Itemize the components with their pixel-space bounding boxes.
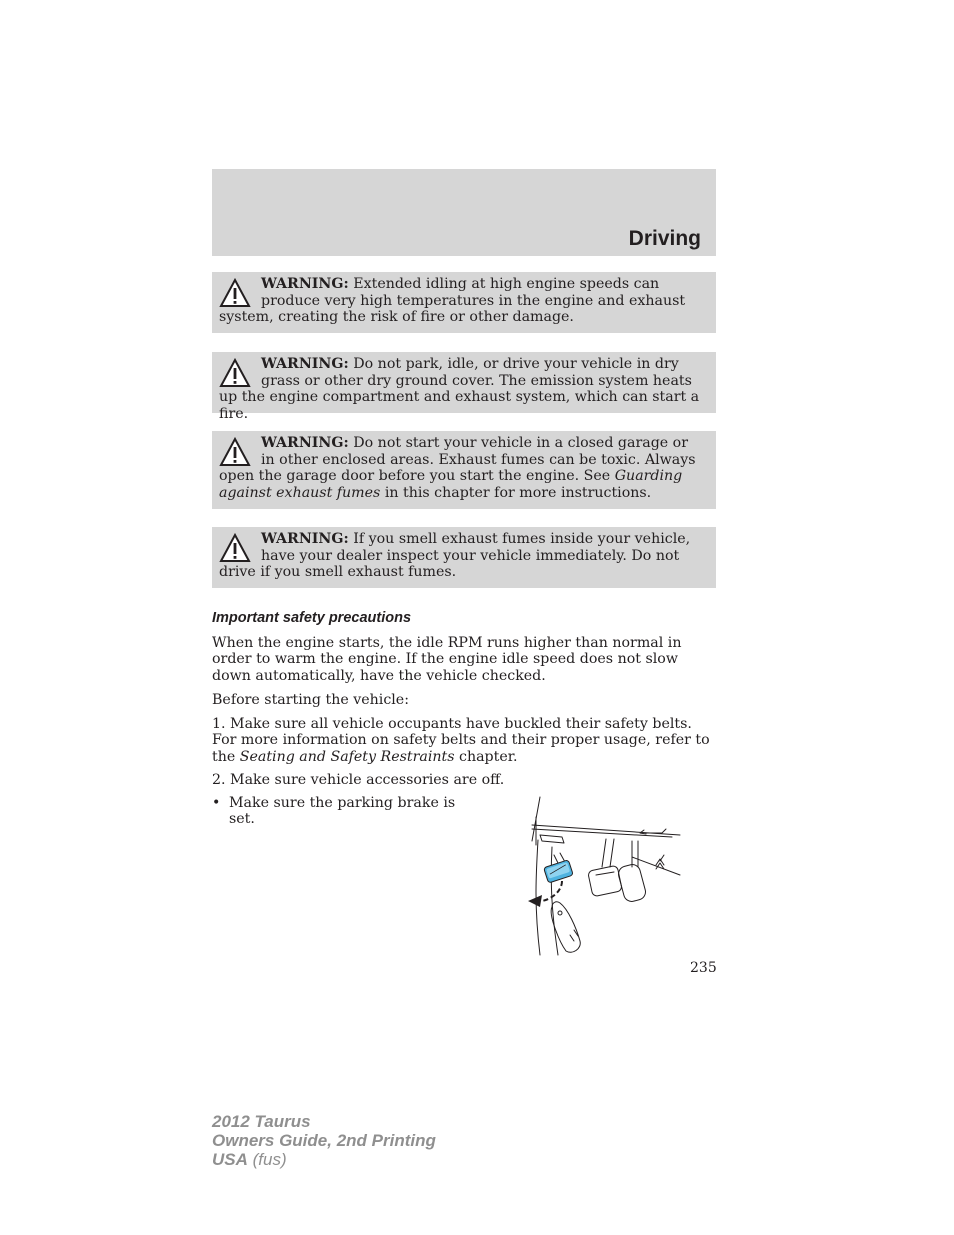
chapter-header-band — [212, 169, 716, 256]
intro-paragraph: When the engine starts, the idle RPM runs higher than normal in order to warm the engine. If the engine idle speed does not slow down automatically, have the vehicle checked. — [212, 635, 682, 684]
warning-text: Extended idling at high engine speeds can produce very high temperatures in the engine and exhaust system, creating the risk of fire or other damage. — [219, 276, 686, 325]
warning-text: Do not start your vehicle in a closed garage or in other enclosed areas. Exhaust fumes can be toxic. Always open the garage door before you start the engine. See — [219, 435, 696, 484]
warning-label: WARNING: — [261, 531, 349, 547]
footer-code: (fus) — [247, 1150, 287, 1169]
warning-box-4 — [212, 527, 716, 588]
warning-box-2 — [212, 352, 716, 422]
warning-text: Do not park, idle, or drive your vehicle in dry grass or other dry ground cover. The emission system heats up the engine compartment and exhaust system, which can start a fire. — [219, 356, 700, 422]
step-2-paragraph: 2. Make sure vehicle accessories are off. — [212, 772, 505, 788]
step-1-text-end: chapter. — [454, 748, 518, 765]
cross-reference: Guarding against exhaust fumes — [219, 468, 683, 501]
step-1-text: 1. Make sure all vehicle occupants have buckled their safety belts. For more information on safety belts and their proper usage, refer to the — [212, 716, 710, 765]
warning-triangle-icon — [219, 358, 251, 388]
footer-line-2: Owners Guide, 2nd Printing — [212, 1131, 436, 1150]
document-footer — [212, 1112, 436, 1169]
parking-brake-illustration — [522, 795, 684, 960]
bullet-symbol: • — [212, 795, 221, 811]
warning-triangle-icon — [219, 437, 251, 467]
bullet-text: Make sure the parking brake is set. — [229, 795, 456, 828]
warning-box-3 — [212, 431, 716, 509]
page-number: 235 — [690, 960, 717, 976]
warning-label: WARNING: — [261, 356, 349, 372]
section-heading: Important safety precautions — [212, 610, 412, 626]
warning-triangle-icon — [219, 533, 251, 563]
warning-triangle-icon — [219, 278, 251, 308]
warning-text: in this chapter for more instructions. — [380, 484, 652, 501]
before-starting-text: Before starting the vehicle: — [212, 692, 409, 708]
warning-label: WARNING: — [261, 276, 349, 292]
warning-box-1 — [212, 272, 716, 333]
warning-text: If you smell exhaust fumes inside your vehicle, have your dealer inspect your vehicle immediately. Do not drive if you smell exhaust fumes. — [219, 531, 691, 580]
chapter-title: Driving — [628, 227, 701, 250]
footer-line-1: 2012 Taurus — [212, 1112, 311, 1131]
cross-reference: Seating and Safety Restraints — [239, 748, 455, 765]
footer-line-3 — [212, 1150, 436, 1169]
step-1-paragraph — [212, 716, 712, 765]
warning-label: WARNING: — [261, 435, 349, 451]
footer-region: USA — [212, 1150, 248, 1169]
